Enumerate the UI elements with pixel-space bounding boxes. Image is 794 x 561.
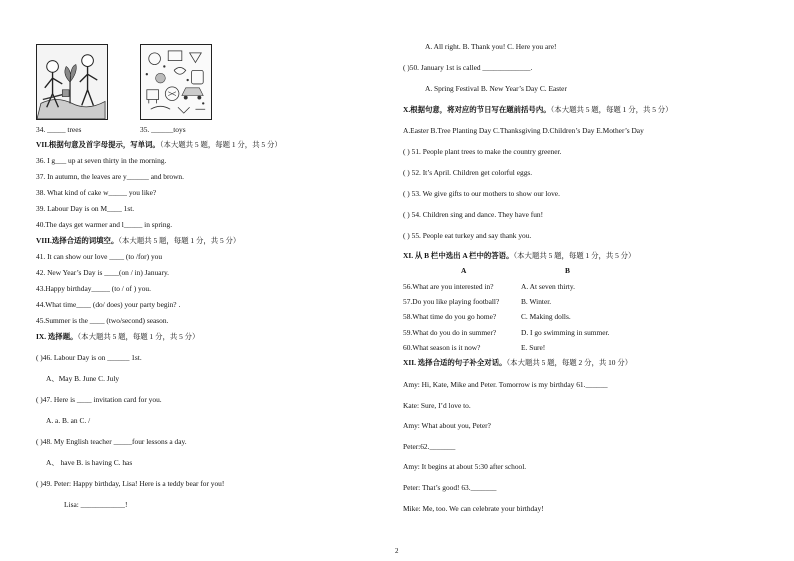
question-49: ( )49. Peter: Happy birthday, Lisa! Here is a teddy bear for you! (36, 479, 225, 488)
section-12-title: XII. 选择合适的句子补全对话。 (403, 358, 507, 367)
section-10-heading (403, 105, 673, 115)
question-39: 39. Labour Day is on M____ 1st. (36, 204, 135, 213)
section-8-title: VIII.选择合适的词填空。 (36, 236, 119, 245)
dialogue-line-2: Kate: Sure, I’d love to. (403, 401, 471, 410)
question-50-options: A. Spring Festival B. New Year’s Day C. Easter (425, 84, 567, 93)
answer-b: B. Winter. (521, 297, 552, 306)
question-49-options: A. All right. B. Thank you! C. Here you are! (425, 42, 557, 51)
toys-picture (140, 44, 212, 120)
section-11-note: （本大题共 5 题，每题 1 分，共 5 分） (513, 251, 636, 260)
question-47: ( )47. Here is ____ invitation card for you. (36, 395, 162, 404)
question-49-lisa-line: Lisa: ____________! (64, 500, 128, 509)
toys-illustration (141, 45, 211, 119)
question-55: ( ) 55. People eat turkey and say thank you. (403, 231, 532, 240)
question-38: 38. What kind of cake w_____ you like? (36, 188, 157, 197)
section-12-heading (403, 358, 632, 368)
dialogue-line-3: Amy: What about you, Peter? (403, 421, 491, 430)
question-58: 58.What time do you go home? (403, 312, 497, 321)
dialogue-line-4: Peter:62._______ (403, 442, 456, 451)
question-41: 41. It can show our love ____ (to /for) you (36, 252, 163, 261)
question-47-options: A. a. B. an C. / (46, 416, 91, 425)
dialogue-line-6: Peter: That’s good! 63._______ (403, 483, 497, 492)
page-number: 2 (395, 547, 399, 555)
question-34: 34. _____ trees (36, 125, 82, 134)
section-10-title: X.根据句意，将对应的节日写在题前括号内。 (403, 105, 551, 114)
question-50: ( )50. January 1st is called _____________. (403, 63, 533, 72)
question-37: 37. In autumn, the leaves are y______ and brown. (36, 172, 184, 181)
section-8-note: （本大题共 5 题，每题 1 分，共 5 分） (118, 236, 241, 245)
question-45: 45.Summer is the ____ (two/second) season. (36, 316, 169, 325)
answer-a: A. At seven thirty. (521, 282, 575, 291)
section-9-title: IX. 选择题。 (36, 332, 78, 341)
trees-planting-picture (36, 44, 108, 120)
question-60: 60.What season is it now? (403, 343, 481, 352)
answer-e: E. Sure! (521, 343, 546, 352)
question-57: 57.Do you like playing football? (403, 297, 500, 306)
question-48-options: A、 have B. is having C. has (46, 458, 133, 467)
question-40: 40.The days get warmer and l_____ in spring. (36, 220, 173, 229)
question-53: ( ) 53. We give gifts to our mothers to show our love. (403, 189, 560, 198)
section-10-options: A.Easter B.Tree Planting Day C.Thanksgiving D.Children’s Day E.Mother’s Day (403, 126, 644, 135)
people-planting-trees-illustration (37, 45, 107, 119)
section-9-heading (36, 332, 199, 342)
section-11-heading (403, 251, 635, 261)
answer-c: C. Making dolls. (521, 312, 571, 321)
question-36: 36. I g___ up at seven thirty in the morning. (36, 156, 167, 165)
dialogue-line-1: Amy: Hi, Kate, Mike and Peter. Tomorrow is my birthday 61.______ (403, 380, 608, 389)
section-7-heading (36, 140, 282, 150)
question-42: 42. New Year’s Day is ____(on / in) January. (36, 268, 170, 277)
column-b-header: B (565, 266, 570, 275)
question-54: ( ) 54. Children sing and dance. They have fun! (403, 210, 544, 219)
question-35: 35. ______toys (140, 125, 186, 134)
column-a-header: A (461, 266, 467, 275)
section-7-title: VII.根据句意及首字母提示，写单词。 (36, 140, 160, 149)
question-46-options: A、May B. June C. July (46, 374, 120, 383)
dialogue-line-5: Amy: It begins at about 5:30 after school. (403, 462, 527, 471)
section-11-title: XI. 从 B 栏中选出 A 栏中的答语。 (403, 251, 514, 260)
section-7-note: （本大题共 5 题，每题 1 分，共 5 分） (159, 140, 282, 149)
section-9-note: （本大题共 5 题，每题 1 分，共 5 分） (77, 332, 200, 341)
question-46: ( )46. Labour Day is on ______ 1st. (36, 353, 142, 362)
section-12-note: （本大题共 5 题，每题 2 分，共 10 分） (506, 358, 633, 367)
section-8-heading (36, 236, 240, 246)
question-44: 44.What time____ (do/ does) your party begin? . (36, 300, 181, 309)
question-59: 59.What do you do in summer? (403, 328, 497, 337)
question-51: ( ) 51. People plant trees to make the country greener. (403, 147, 562, 156)
question-48: ( )48. My English teacher _____four lessons a day. (36, 437, 187, 446)
section-10-note: （本大题共 5 题，每题 1 分，共 5 分） (550, 105, 673, 114)
question-43: 43.Happy birthday_____ (to / of ) you. (36, 284, 151, 293)
question-56: 56.What are you interested in? (403, 282, 494, 291)
dialogue-line-7: Mike: Me, too. We can celebrate your birthday! (403, 504, 544, 513)
question-52: ( ) 52. It’s April. Children get colorful eggs. (403, 168, 533, 177)
answer-d: D. I go swimming in summer. (521, 328, 610, 337)
